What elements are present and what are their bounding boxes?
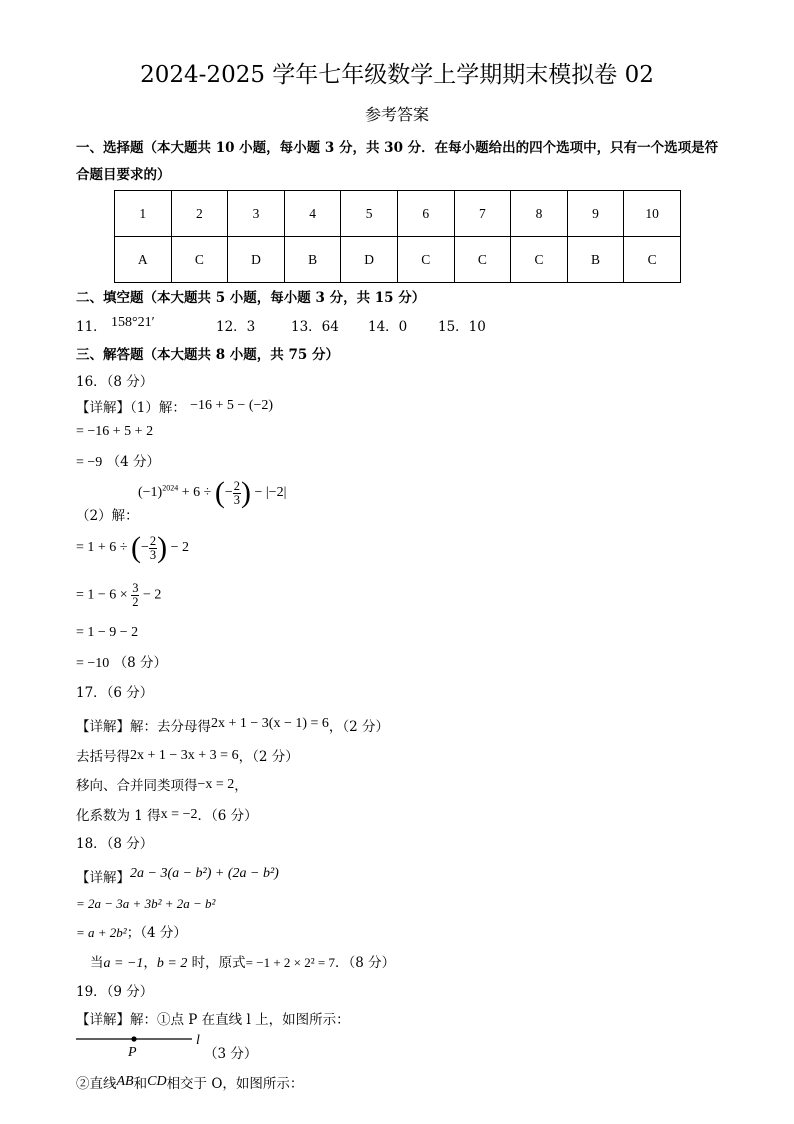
q17-l1-expression: 2x + 1 − 3(x − 1) = 6 bbox=[211, 716, 329, 731]
q17-line4 bbox=[76, 804, 258, 825]
question-number-cell: 2 bbox=[171, 191, 228, 237]
question-number-cell: 1 bbox=[115, 191, 172, 237]
q16-step2b bbox=[76, 582, 161, 609]
q18-line1 bbox=[76, 866, 279, 887]
q16-step2c: = 1 − 9 − 2 bbox=[76, 625, 139, 640]
q16-step2a: = 1 + 6 ÷ (− $\frac{2}{3}$ ) − 2 bbox=[76, 531, 190, 564]
fraction-numerator: 3 bbox=[132, 581, 139, 595]
line-l-label: l bbox=[196, 1033, 200, 1048]
fraction-numerator: 2 bbox=[233, 478, 240, 493]
q16-s2a-prefix: = 1 + 6 ÷ bbox=[76, 540, 131, 556]
answer-cell: B bbox=[284, 237, 341, 283]
q19-label: 19．（9 分） bbox=[76, 984, 154, 1000]
q18-l4-prefix: 当 bbox=[90, 955, 104, 971]
point-on-line-figure bbox=[74, 1030, 214, 1064]
q17-line1 bbox=[76, 715, 389, 736]
answer-cell: C bbox=[171, 237, 228, 283]
answer-cell: A bbox=[115, 237, 172, 283]
answer-table-numbers-row bbox=[115, 191, 681, 237]
answer-table bbox=[114, 190, 681, 283]
question-number-cell: 10 bbox=[624, 191, 681, 237]
q17-l3-prefix: 移向、合并同类项得 bbox=[76, 778, 198, 794]
q18-line4 bbox=[90, 951, 395, 972]
q18-l4-a-value: a = −1 bbox=[103, 956, 144, 971]
q17-l1-prefix: 【详解】解：去分母得 bbox=[76, 719, 211, 735]
q17-l3-suffix: ， bbox=[234, 778, 248, 794]
q11-label: 11． bbox=[76, 319, 107, 335]
section2-heading: 二、填空题（本大题共 5 小题，每小题 3 分，共 15 分） bbox=[76, 290, 426, 306]
answer-cell: C bbox=[397, 237, 454, 283]
q18-l4-mid: 时，原式 bbox=[187, 955, 246, 971]
q16-step2: = −9 bbox=[76, 455, 103, 470]
q19-l2-ab: AB bbox=[116, 1074, 134, 1089]
answer-cell: D bbox=[341, 237, 398, 283]
q17-l3-expression: −x = 2 bbox=[197, 777, 235, 792]
q13-answer: 13．64 bbox=[291, 319, 339, 335]
q17-line2 bbox=[76, 745, 299, 766]
q16-p2-tail: − |−2| bbox=[250, 485, 287, 501]
q19-l2-suffix: 相交于 O，如图所示： bbox=[166, 1076, 304, 1092]
fraction-denominator: 3 bbox=[149, 547, 157, 562]
page-title: 2024-2025 学年七年级数学上学期期末模拟卷 02 bbox=[140, 62, 654, 88]
answer-cell: C bbox=[454, 237, 511, 283]
question-number-cell: 3 bbox=[228, 191, 285, 237]
q16-score2: （8 分） bbox=[113, 655, 167, 671]
q19-l2-and: 和 bbox=[133, 1076, 148, 1092]
answer-cell: B bbox=[567, 237, 624, 283]
section3-heading: 三、解答题（本大题共 8 小题，共 75 分） bbox=[76, 347, 339, 363]
q16-p2-base: (−1) bbox=[138, 485, 163, 501]
q16-score1: （4 分） bbox=[106, 454, 160, 470]
q12-answer: 12．3 bbox=[216, 319, 256, 335]
q19-figure-score: （3 分） bbox=[204, 1046, 258, 1062]
fraction-denominator: 2 bbox=[132, 595, 139, 609]
right-paren: ) bbox=[157, 531, 168, 564]
q16-s2b-suffix: − 2 bbox=[139, 587, 162, 603]
q18-label: 18．（8 分） bbox=[76, 836, 154, 852]
q17-l1-score: ，（2 分） bbox=[328, 719, 390, 735]
q16-label: 16．（8 分） bbox=[76, 374, 154, 390]
q17-l2-score: ，（2 分） bbox=[238, 749, 299, 765]
fraction-numerator: 2 bbox=[149, 533, 157, 548]
answer-cell: D bbox=[228, 237, 285, 283]
q18-l3-score: ；（4 分） bbox=[126, 925, 187, 941]
q17-line3 bbox=[76, 774, 248, 795]
q17-l4-score: ．（6 分） bbox=[197, 808, 258, 824]
question-number-cell: 5 bbox=[341, 191, 398, 237]
q16-p2-exponent: 2024 bbox=[162, 483, 179, 493]
q18-l4-expression: = −1 + 2 × 2² = 7 bbox=[245, 955, 335, 970]
section1-heading-line1: 一、选择题（本大题共 10 小题，每小题 3 分，共 30 分．在每小题给出的四个选项中，只有一个选项是符 bbox=[76, 140, 719, 156]
q16-s2b-prefix: = 1 − 6 × bbox=[76, 587, 132, 603]
q15-answer: 15．10 bbox=[438, 319, 486, 335]
q16-part2-prefix: （2）解： bbox=[76, 508, 139, 524]
q17-l4-prefix: 化系数为 1 得 bbox=[76, 808, 161, 824]
q11-answer bbox=[76, 315, 155, 336]
q18-l1-prefix: 【详解】 bbox=[76, 870, 130, 886]
right-paren: ) bbox=[240, 476, 251, 509]
point-p-dot bbox=[131, 1036, 136, 1041]
q19-line2 bbox=[76, 1072, 303, 1093]
answer-table-answers-row bbox=[115, 237, 681, 283]
q19-l2-cd: CD bbox=[147, 1074, 167, 1089]
q17-l2-prefix: 去括号得 bbox=[76, 749, 130, 765]
answer-cell: C bbox=[624, 237, 681, 283]
q17-l4-expression: x = −2 bbox=[160, 807, 198, 822]
question-number-cell: 9 bbox=[567, 191, 624, 237]
fraction bbox=[233, 480, 241, 507]
q18-l4-sep: ， bbox=[143, 955, 157, 971]
q16-part1-prefix: 【详解】（1）解： bbox=[76, 400, 186, 416]
q18-l4-b-value: b = 2 bbox=[156, 956, 188, 971]
q16-s2a-suffix: − 2 bbox=[167, 540, 190, 556]
question-number-cell: 6 bbox=[397, 191, 454, 237]
question-number-cell: 7 bbox=[454, 191, 511, 237]
q18-line3 bbox=[76, 921, 187, 941]
q16-p2-mid: + 6 ÷ bbox=[178, 485, 215, 501]
fraction-denominator: 3 bbox=[233, 492, 240, 507]
page-subtitle: 参考答案 bbox=[364, 105, 429, 124]
answer-cell: C bbox=[511, 237, 568, 283]
q17-label: 17．（6 分） bbox=[76, 685, 154, 701]
q16-part1 bbox=[76, 396, 273, 417]
left-paren: ( bbox=[130, 531, 141, 564]
q16-part1-expression: −16 + 5 − (−2) bbox=[190, 398, 274, 413]
q18-l1-expression: 2a − 3(a − b²) + (2a − b²) bbox=[130, 866, 279, 881]
q17-l2-expression: 2x + 1 − 3x + 3 = 6 bbox=[130, 748, 239, 763]
question-number-cell: 4 bbox=[284, 191, 341, 237]
q18-l3-expression: = a + 2b² bbox=[76, 925, 127, 940]
section1-heading-line2: 合题目要求的） bbox=[76, 167, 171, 183]
q16-step1: = −16 + 5 + 2 bbox=[76, 424, 154, 439]
q16-part2-expression: $(-1)^{2024} + 6$ ÷ (− $\frac{2}{3}$ ) − |−2| bbox=[138, 476, 287, 509]
point-p-label: P bbox=[128, 1045, 137, 1060]
q16-step2d-line bbox=[76, 651, 167, 672]
q16-step2d: = −10 bbox=[76, 656, 110, 671]
left-paren: ( bbox=[214, 476, 225, 509]
q14-answer: 14．0 bbox=[368, 319, 408, 335]
q18-line2: = 2a − 3a + 3b² + 2a − b² bbox=[76, 896, 216, 911]
q18-l4-score: ．（8 分） bbox=[334, 955, 396, 971]
q19-l2-prefix: ②直线 bbox=[76, 1076, 117, 1092]
q19-line1: 【详解】解：①点 P 在直线 l 上，如图所示： bbox=[76, 1012, 350, 1028]
fraction bbox=[149, 535, 157, 562]
q11-value: 158°21′ bbox=[110, 315, 155, 330]
q16-step2-line bbox=[76, 450, 160, 471]
question-number-cell: 8 bbox=[511, 191, 568, 237]
